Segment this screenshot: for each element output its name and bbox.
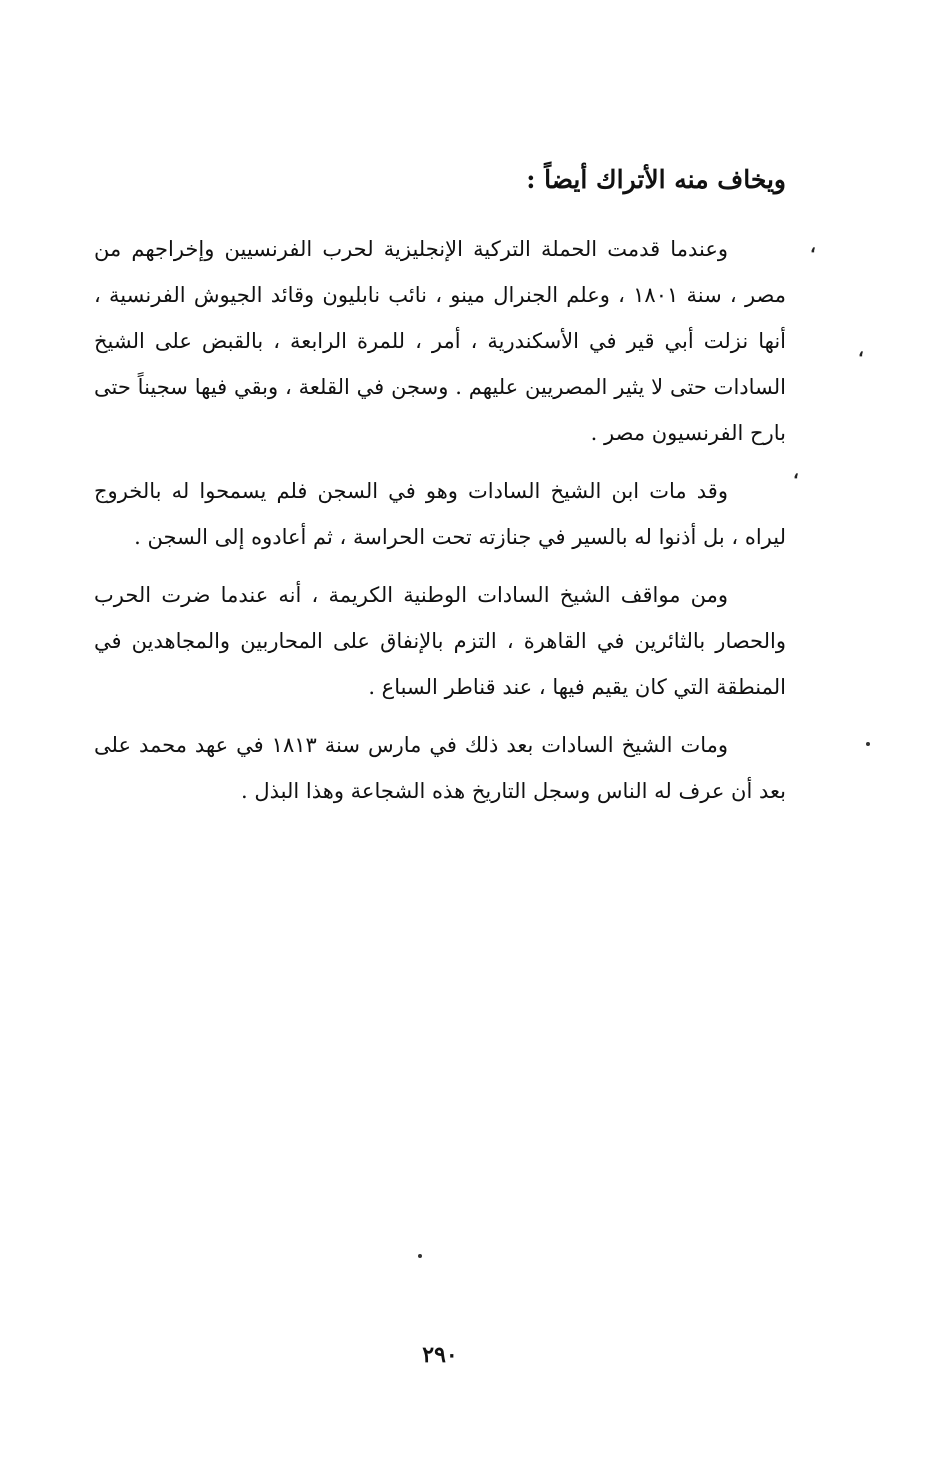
page-number: ٢٩٠ — [422, 1342, 458, 1368]
paragraph-2: وقد مات ابن الشيخ السادات وهو في السجن فلم يسمحوا له بالخروج ليراه ، بل أذنوا له بالسير في جنازته تحت الحراسة ، ثم أعادوه إلى السجن . — [94, 479, 786, 549]
page-speck — [418, 1254, 422, 1258]
margin-speck — [866, 742, 870, 746]
margin-mark-1: ، — [810, 236, 816, 257]
body-text — [94, 226, 786, 826]
paragraph-4: ومات الشيخ السادات بعد ذلك في مارس سنة ١٨١٣ في عهد محمد على بعد أن عرف له الناس وسجل التاريخ هذه الشجاعة وهذا البذل . — [94, 733, 786, 803]
margin-mark-2: ، — [858, 340, 864, 361]
margin-mark-3: ، — [793, 462, 799, 483]
section-heading: ويخاف منه الأتراك أيضاً : — [526, 165, 786, 194]
paragraph-3: ومن مواقف الشيخ السادات الوطنية الكريمة ، أنه عندما ضرت الحرب والحصار بالثائرين في القاهرة ، التزم بالإنفاق على المحاربين والمجاهدين في المنطقة التي كان يقيم فيها ، عند قناطر السباع . — [94, 583, 786, 699]
paragraph-1: وعندما قدمت الحملة التركية الإنجليزية لحرب الفرنسيين وإخراجهم من مصر ، سنة ١٨٠١ ، وعلم الجنرال مينو ، نائب نابليون وقائد الجيوش الفرنسية ، أنها نزلت أبي قير في الأسكندرية ، أمر ، للمرة الرابعة ، بالقبض على الشيخ السادات حتى لا يثير المصريين عليهم . وسجن في القلعة ، وبقي فيها سجيناً حتى بارح الفرنسيون مصر . — [94, 237, 786, 445]
